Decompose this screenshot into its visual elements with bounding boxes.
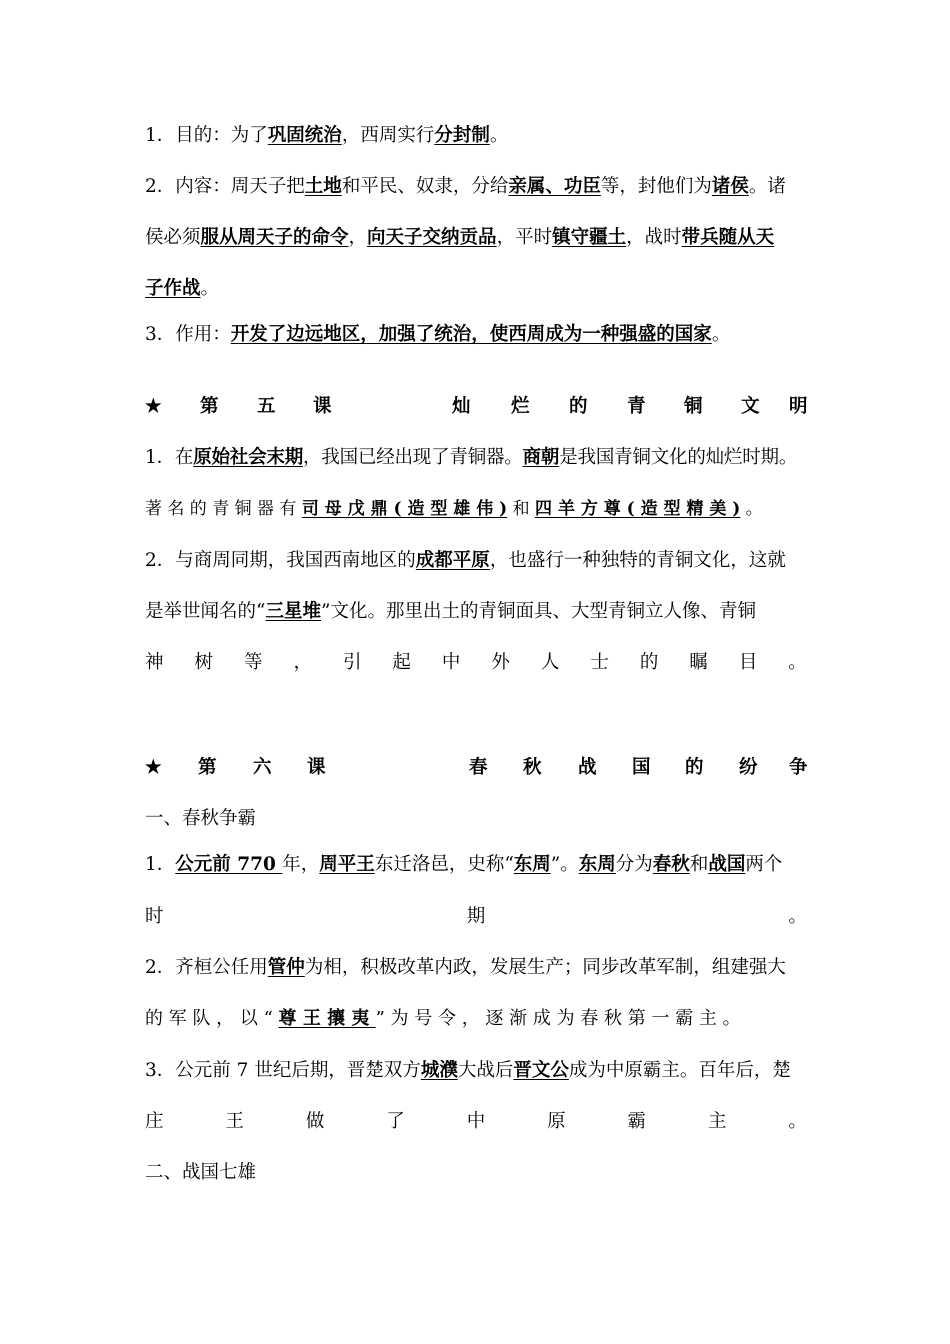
key-term: 成都平原 <box>415 550 490 571</box>
item-number: 1． <box>145 447 175 468</box>
key-term: 战国 <box>708 854 746 875</box>
s4-p2-line2: 侯必须服从周天子的命令，向天子交纳贡品，平时镇守疆土，战时带兵随从天 <box>145 227 775 248</box>
l6-p2-line1: 2．齐桓公任用管仲为相，积极改革内政，发展生产；同步改革军制，组建强大 <box>145 957 786 978</box>
lesson6-heading: ★ 第 六 课 春 秋 战 国 的 纷 争 <box>145 753 807 783</box>
key-term: 子作战 <box>145 278 201 299</box>
star-icon: ★ <box>145 757 162 778</box>
key-term: 东周 <box>578 854 616 875</box>
key-term: 服从周天子的命令 <box>200 227 349 248</box>
key-term: 晋文公 <box>513 1060 569 1081</box>
key-term: 司 母 戊 鼎 ( 造 型 雄 伟 ) <box>301 499 508 519</box>
lesson5-heading: ★ 第 五 课 灿 烂 的 青 铜 文 明 <box>145 392 807 422</box>
key-term: 原始社会末期 <box>193 447 303 468</box>
key-term: 诸侯 <box>711 176 749 197</box>
key-term: 镇守疆土 <box>552 227 627 248</box>
key-term: 开发了边远地区，加强了统治，使西周成为一种强盛的国家 <box>230 324 712 345</box>
item-number: 1． <box>145 854 176 875</box>
l6-p3-line1: 3．公元前 7 世纪后期，晋楚双方城濮大战后晋文公成为中原霸主。百年后，楚 <box>145 1060 791 1081</box>
l6-p2-line2: 的 军 队 ， 以 “ 尊 王 攘 夷 ” 为 号 令 ， 逐 渐 成 为 春 秋 第 一 霸 主 。 <box>145 1008 741 1029</box>
l6-subheading-2: 二、战国七雄 <box>145 1162 257 1183</box>
l5-p1-line2: 著 名 的 青 铜 器 有 司 母 戊 鼎 ( 造 型 雄 伟 ) 和 四 羊 方 尊 ( 造 型 精 美 ) 。 <box>145 499 763 519</box>
l6-p3-line2: 庄 王 做 了 中 原 霸 主 。 <box>145 1111 807 1132</box>
l6-p1-line1: 1．公元前 770 年，周平王东迁洛邑，史称“东周”。东周分为春秋和战国两个 <box>145 854 783 875</box>
key-term: 周平王 <box>319 854 375 875</box>
key-term: 巩固统治 <box>267 125 342 146</box>
star-icon: ★ <box>145 396 162 417</box>
key-term: 东周 <box>513 854 551 875</box>
l5-p1-line1: 1．在原始社会末期，我国已经出现了青铜器。商朝是我国青铜文化的灿烂时期。 <box>145 447 798 468</box>
s4-p2-line3: 子作战。 <box>145 278 220 299</box>
l5-p2-line3: 神 树 等 ， 引 起 中 外 人 士 的 瞩 目 。 <box>145 652 807 673</box>
s4-p3: 3．作用：开发了边远地区，加强了统治，使西周成为一种强盛的国家。 <box>145 324 731 345</box>
key-term: 城濮 <box>420 1060 458 1081</box>
l5-p2-line2: 是举世闻名的“三星堆”文化。那里出土的青铜面具、大型青铜立人像、青铜 <box>145 601 756 622</box>
key-term: 春秋 <box>652 854 690 875</box>
key-term: 向天子交纳贡品 <box>367 227 497 248</box>
item-number: 2． <box>145 550 176 571</box>
key-term: 商朝 <box>522 447 560 468</box>
l5-p2-line1: 2．与商周同期，我国西南地区的成都平原，也盛行一种独特的青铜文化，这就 <box>145 550 786 571</box>
item-number: 3． <box>145 1060 176 1081</box>
l6-subheading-1: 一、春秋争霸 <box>145 808 257 829</box>
key-term: 管仲 <box>267 957 305 978</box>
l6-p1-line2: 时 期 。 <box>145 906 807 927</box>
key-term: 带兵随从天 <box>681 227 775 248</box>
key-term: 分封制 <box>434 125 490 146</box>
item-number: 3． <box>145 324 176 345</box>
key-term: 亲属、功臣 <box>508 176 601 197</box>
item-number: 1． <box>145 125 176 146</box>
s4-p1: 1．目的：为了巩固统治，西周实行分封制。 <box>145 125 509 146</box>
item-number: 2． <box>145 957 176 978</box>
key-term: 公元前 770 <box>175 854 283 875</box>
key-term: 尊 王 攘 夷 <box>278 1008 376 1029</box>
key-term: 四 羊 方 尊 ( 造 型 精 美 ) <box>535 499 741 519</box>
key-term: 三星堆 <box>265 601 321 622</box>
key-term: 土地 <box>304 176 342 197</box>
s4-p2-line1: 2．内容：周天子把土地和平民、奴隶，分给亲属、功臣等，封他们为诸侯。诸 <box>145 176 786 197</box>
item-number: 2． <box>145 176 176 197</box>
